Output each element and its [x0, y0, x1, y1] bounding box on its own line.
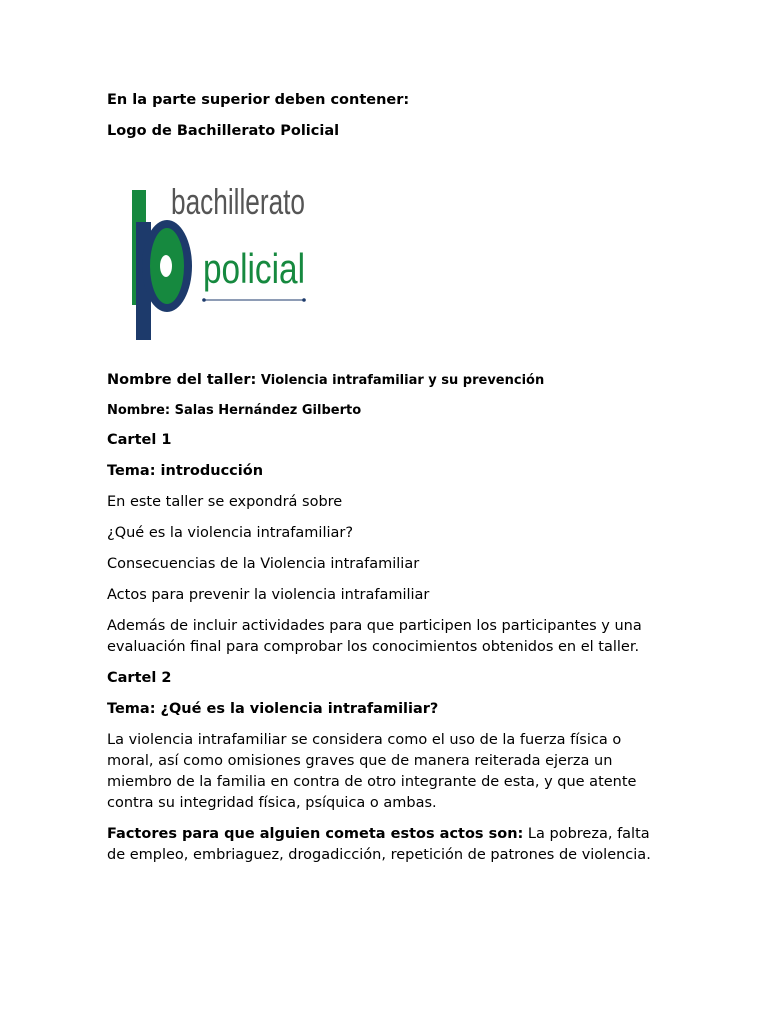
cartel-2-title: Cartel 2 — [107, 670, 172, 686]
header-line-1: En la parte superior deben contener: — [107, 92, 410, 108]
cartel-1-item: Actos para prevenir la violencia intrafamiliar — [107, 587, 430, 603]
logo-text-top: bachillerato — [171, 181, 305, 222]
author-name — [107, 400, 667, 421]
cartel-1-title: Cartel 1 — [107, 432, 172, 448]
cartel-2-tema: Tema: ¿Qué es la violencia intrafamiliar? — [107, 701, 439, 717]
logo-text-bottom: policial — [203, 245, 305, 292]
factors-label: Factores para que alguien cometa estos actos son: — [107, 826, 524, 842]
author-label: Nombre: — [107, 403, 171, 418]
cartel-1-intro: En este taller se expondrá sobre — [107, 494, 343, 510]
cartel-2-factors — [107, 824, 667, 866]
document-page — [107, 90, 667, 866]
workshop-value: Violencia intrafamiliar y su prevención — [260, 373, 545, 388]
cartel-1-item: Consecuencias de la Violencia intrafamiliar — [107, 556, 420, 572]
author-value: Salas Hernández Gilberto — [174, 403, 362, 418]
bachillerato-policial-logo — [107, 152, 329, 358]
cartel-1-closing: Además de incluir actividades para que participen los participantes y una evaluación final para comprobar los conocimientos obtenidos en el taller. — [107, 618, 642, 655]
workshop-name — [107, 370, 667, 391]
workshop-label: Nombre del taller: — [107, 372, 257, 388]
cartel-1-tema: Tema: introducción — [107, 463, 264, 479]
factors-text: La pobreza, falta de empleo, embriaguez, drogadicción, repetición de patrones de violencia. — [107, 826, 651, 863]
cartel-2-definition: La violencia intrafamiliar se considera como el uso de la fuerza física o moral, así como omisiones graves que de manera reiterada ejerza un miembro de la familia en contra de otro integrante de esta, y que atente contra su integridad física, psíquica o ambas. — [107, 732, 637, 811]
cartel-1-item: ¿Qué es la violencia intrafamiliar? — [107, 525, 354, 541]
header-line-2: Logo de Bachillerato Policial — [107, 123, 340, 139]
